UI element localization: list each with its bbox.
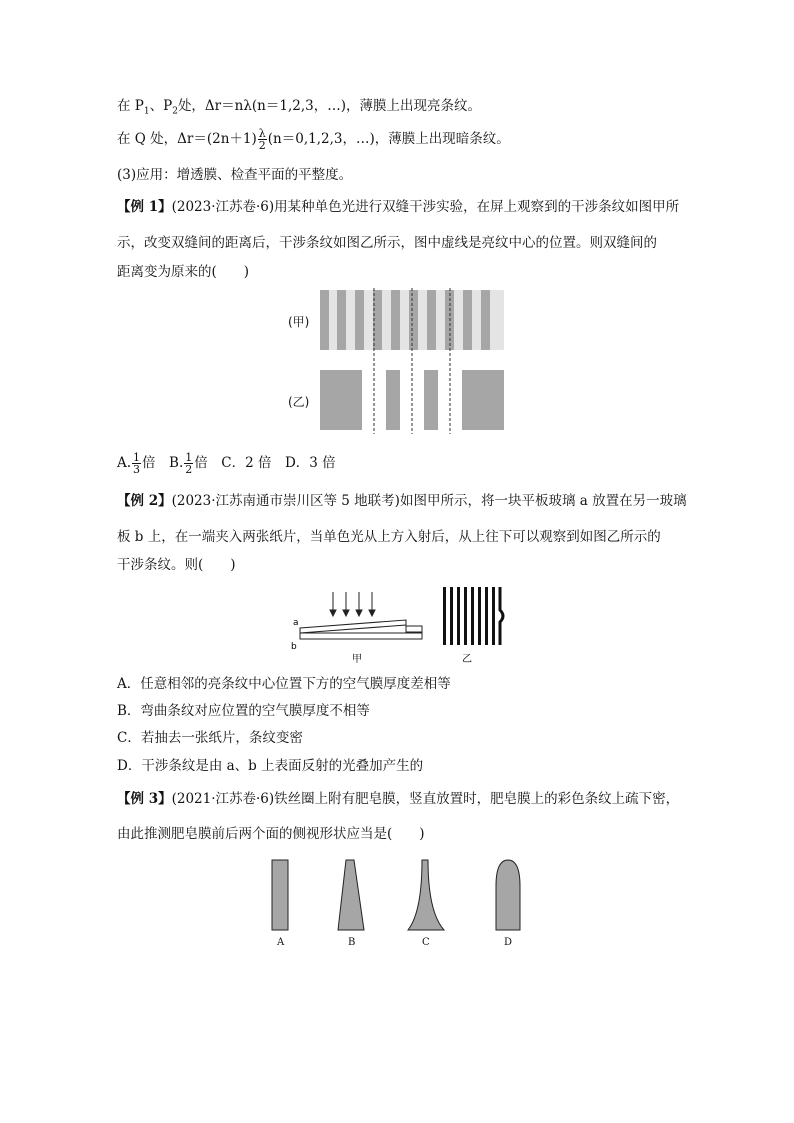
fringe-band [409,290,418,350]
fringe-band [386,370,400,430]
label-yi: 乙 [462,654,472,665]
label-jia: 甲 [352,654,362,665]
example3-line2: 由此推测肥皂膜前后两个面的侧视形状应当是( ) [117,826,425,842]
text-run: (2023·江苏卷·6)用某种单色光进行双缝干涉实验，在屏上观察到的干涉条纹如图甲所 [171,199,680,215]
example-tag: 【例 3】 [117,791,172,807]
example2-option-d: D．干涉条纹是由 a、b 上表面反射的光叠加产生的 [117,758,424,774]
profile-d [496,860,520,930]
profile-a [272,860,288,930]
fig-label-yi: (乙) [288,395,310,409]
fringe-band [391,290,400,350]
text-run: (n＝0,1,2,3，…)，薄膜上出现暗条纹。 [267,131,510,147]
example2-option-b: B．弯曲条纹对应位置的空气膜厚度不相等 [117,703,370,719]
text-run: 、P [149,98,173,114]
soap-film-profiles-figure [262,856,532,952]
numerator: 1 [185,451,193,464]
numerator: λ [258,127,266,140]
text-run: 处，Δr＝nλ(n＝1,2,3，…)，薄膜上出现亮条纹。 [177,98,481,114]
text-run: 倍 [194,455,208,471]
option-b-label: B. [169,455,184,471]
example1-line3: 距离变为原来的( ) [117,264,250,280]
options-c-d: C．2 倍 D．3 倍 [221,455,336,471]
profile-label-a: A [277,937,285,948]
example1-line2: 示，改变双缝间的距离后，干涉条纹如图乙所示，图中虚线是亮纹中心的位置。则双缝间的 [117,235,657,251]
air-wedge-figure [286,586,426,668]
denominator: 2 [258,139,266,152]
text-run: 在 Q 处，Δr＝(2n＋1) [117,131,257,147]
label-a: a [293,618,299,628]
profile-c [408,860,444,930]
example-tag: 【例 2】 [117,493,172,509]
fringe-band [462,370,504,430]
bright-fringe-condition [117,96,481,122]
example-tag: 【例 1】 [117,199,172,215]
text-run: (2023·江苏南通市崇川区等 5 地联考)如图甲所示，将一块平板玻璃 a 放置在另一玻璃 [171,493,687,509]
fig-label-jia: (甲) [288,315,310,329]
fringe-band [320,290,329,350]
profile-label-c: C [422,937,430,948]
denominator: 3 [133,463,141,476]
fraction [132,452,141,475]
fringe-band [320,370,362,430]
application-line: (3)应用：增透膜、检查平面的平整度。 [117,167,353,183]
example1-options [117,452,336,475]
fringe-band [424,370,438,430]
glass-plate-b [300,633,422,639]
option-a-label: A. [117,455,132,471]
dark-fringe-condition [117,128,510,151]
subscript: 1 [143,106,150,117]
denominator: 2 [185,463,193,476]
text-run: 倍 [142,455,156,471]
example2-line3: 干涉条纹。则( ) [117,557,236,573]
profile-label-d: D [504,937,513,948]
profile-b [338,860,364,930]
example1-line1 [117,197,679,217]
text-run: (2021·江苏卷·6)铁丝圈上附有肥皂膜，竖直放置时，肥皂膜上的彩色条纹上疏下密， [171,791,680,807]
example2-line2: 板 b 上，在一端夹入两张纸片，当单色光从上方入射后，从上往下可以观察到如图乙所示的 [117,529,661,545]
interference-stripes-figure [440,586,510,668]
glass-plate-a [300,620,406,633]
label-b: b [291,642,297,652]
text-run: 在 P [117,98,144,114]
example2-option-a: A．任意相邻的亮条纹中心位置下方的空气膜厚度差相等 [117,676,451,692]
subscript: 2 [172,106,178,117]
fringe-band [355,290,364,350]
fringe-band [463,290,472,350]
fringe-band [481,290,490,350]
fraction [258,128,267,151]
example2-line1 [117,491,687,511]
profile-label-b: B [348,937,356,948]
example2-option-c: C．若抽去一张纸片，条纹变密 [117,730,303,746]
curved-fringe [500,587,503,645]
fraction [184,452,193,475]
fringe-band [337,290,346,350]
double-slit-fringe-figure [316,288,506,434]
fringe-band [427,290,436,350]
paper-strips [406,626,422,632]
example3-line1 [117,789,679,809]
numerator: 1 [133,451,141,464]
